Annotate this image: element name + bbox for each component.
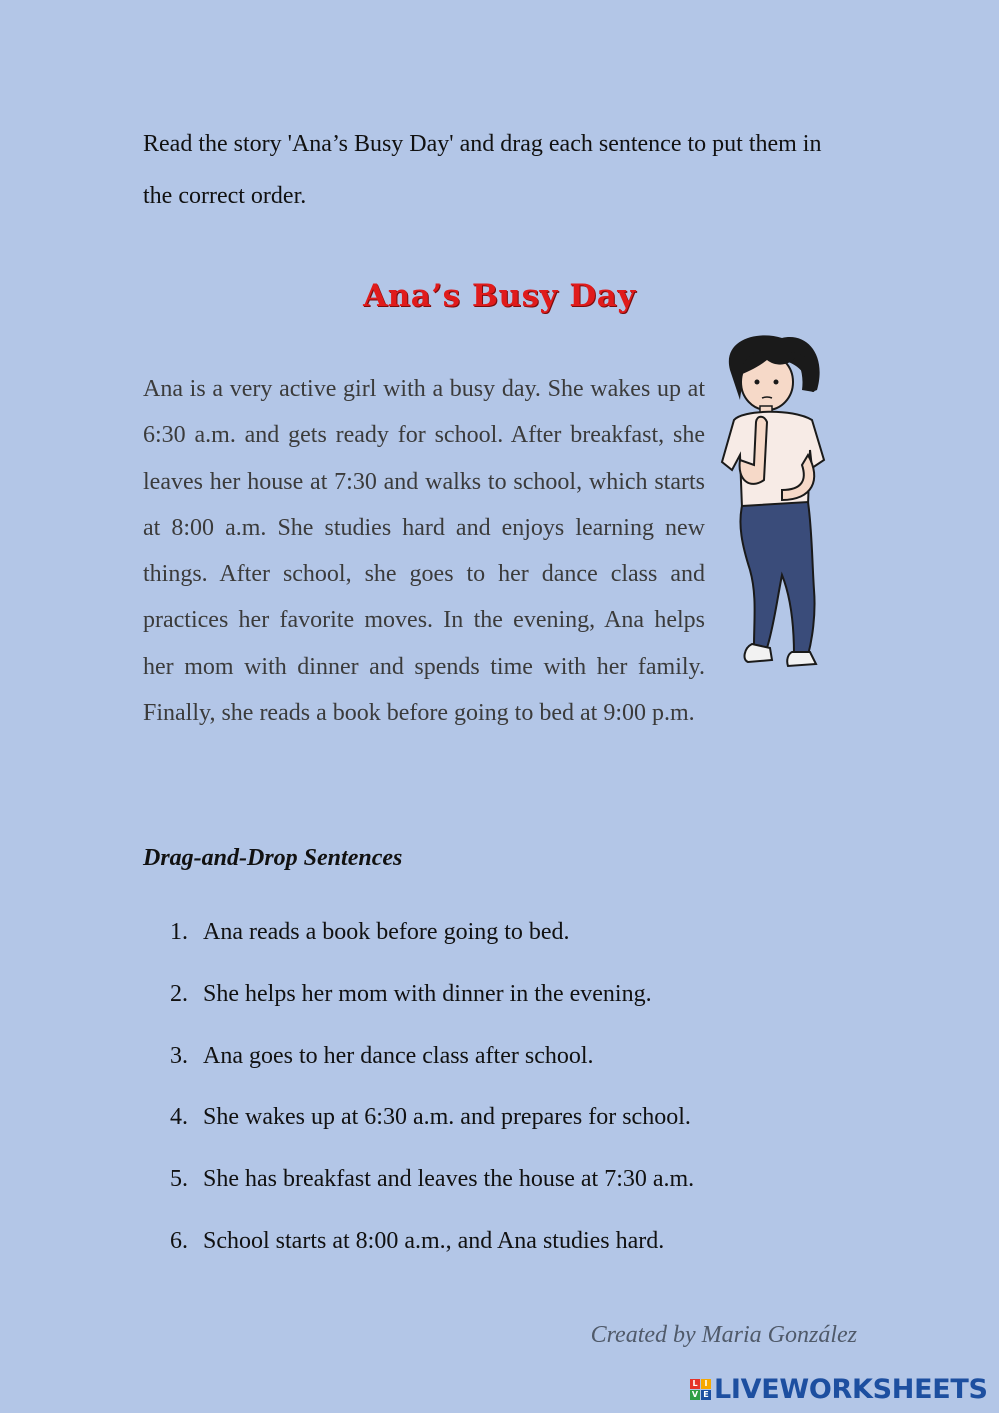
sentence-number: 3. bbox=[170, 1042, 188, 1069]
sentence-text: She helps her mom with dinner in the evening. bbox=[203, 980, 652, 1007]
sentence-text: Ana reads a book before going to bed. bbox=[203, 919, 570, 945]
draggable-sentence[interactable] bbox=[170, 912, 890, 974]
logo-text: LIVEWORKSHEETS bbox=[714, 1373, 988, 1405]
sentence-number: 4. bbox=[170, 1104, 188, 1131]
sentence-text: She has breakfast and leaves the house at 7:30 a.m. bbox=[203, 1166, 695, 1193]
logo-letter: V bbox=[691, 1389, 699, 1399]
logo-letter: E bbox=[701, 1390, 711, 1400]
story-text: Ana is a very active girl with a busy day. She wakes up at 6:30 a.m. and gets ready for school. After breakfast, she leaves her house at 7:30 and walks to school, which starts at 8:00 a.m. She studies hard and enjoys learning new things. After school, she goes to her dance class and practices her favorite moves. In the evening, Ana helps her mom with dinner and spends time with her family. Finally, she reads a book before going to bed at 9:00 p.m. bbox=[143, 376, 705, 727]
author-credit: Created by Maria González bbox=[590, 1322, 857, 1348]
sentence-number: 5. bbox=[170, 1166, 188, 1193]
draggable-sentence[interactable] bbox=[170, 1097, 890, 1159]
instructions-text: Read the story 'Ana’s Busy Day' and drag each sentence to put them in the correct order. bbox=[143, 131, 822, 209]
exercise-heading: Drag-and-Drop Sentences bbox=[143, 845, 403, 871]
liveworksheets-logo[interactable] bbox=[690, 1374, 988, 1404]
sentence-text: Ana goes to her dance class after school. bbox=[203, 1042, 594, 1069]
sentence-number: 1. bbox=[170, 919, 188, 945]
draggable-sentence[interactable] bbox=[170, 1159, 890, 1221]
girl-thinking-illustration bbox=[712, 330, 852, 675]
sentence-number: 6. bbox=[170, 1227, 188, 1254]
draggable-sentence[interactable] bbox=[170, 1221, 890, 1283]
logo-letter: L bbox=[690, 1379, 700, 1389]
draggable-sentence[interactable] bbox=[170, 974, 890, 1036]
sentence-list bbox=[170, 912, 890, 1283]
draggable-sentence[interactable] bbox=[170, 1036, 890, 1098]
sentence-text: She wakes up at 6:30 a.m. and prepares for school. bbox=[203, 1104, 691, 1131]
logo-mark-icon bbox=[690, 1379, 711, 1400]
sentence-text: School starts at 8:00 a.m., and Ana studies hard. bbox=[203, 1227, 665, 1254]
logo-letter: I bbox=[701, 1379, 711, 1389]
story-title: Ana’s Busy Day bbox=[363, 278, 636, 314]
sentence-number: 2. bbox=[170, 980, 188, 1007]
